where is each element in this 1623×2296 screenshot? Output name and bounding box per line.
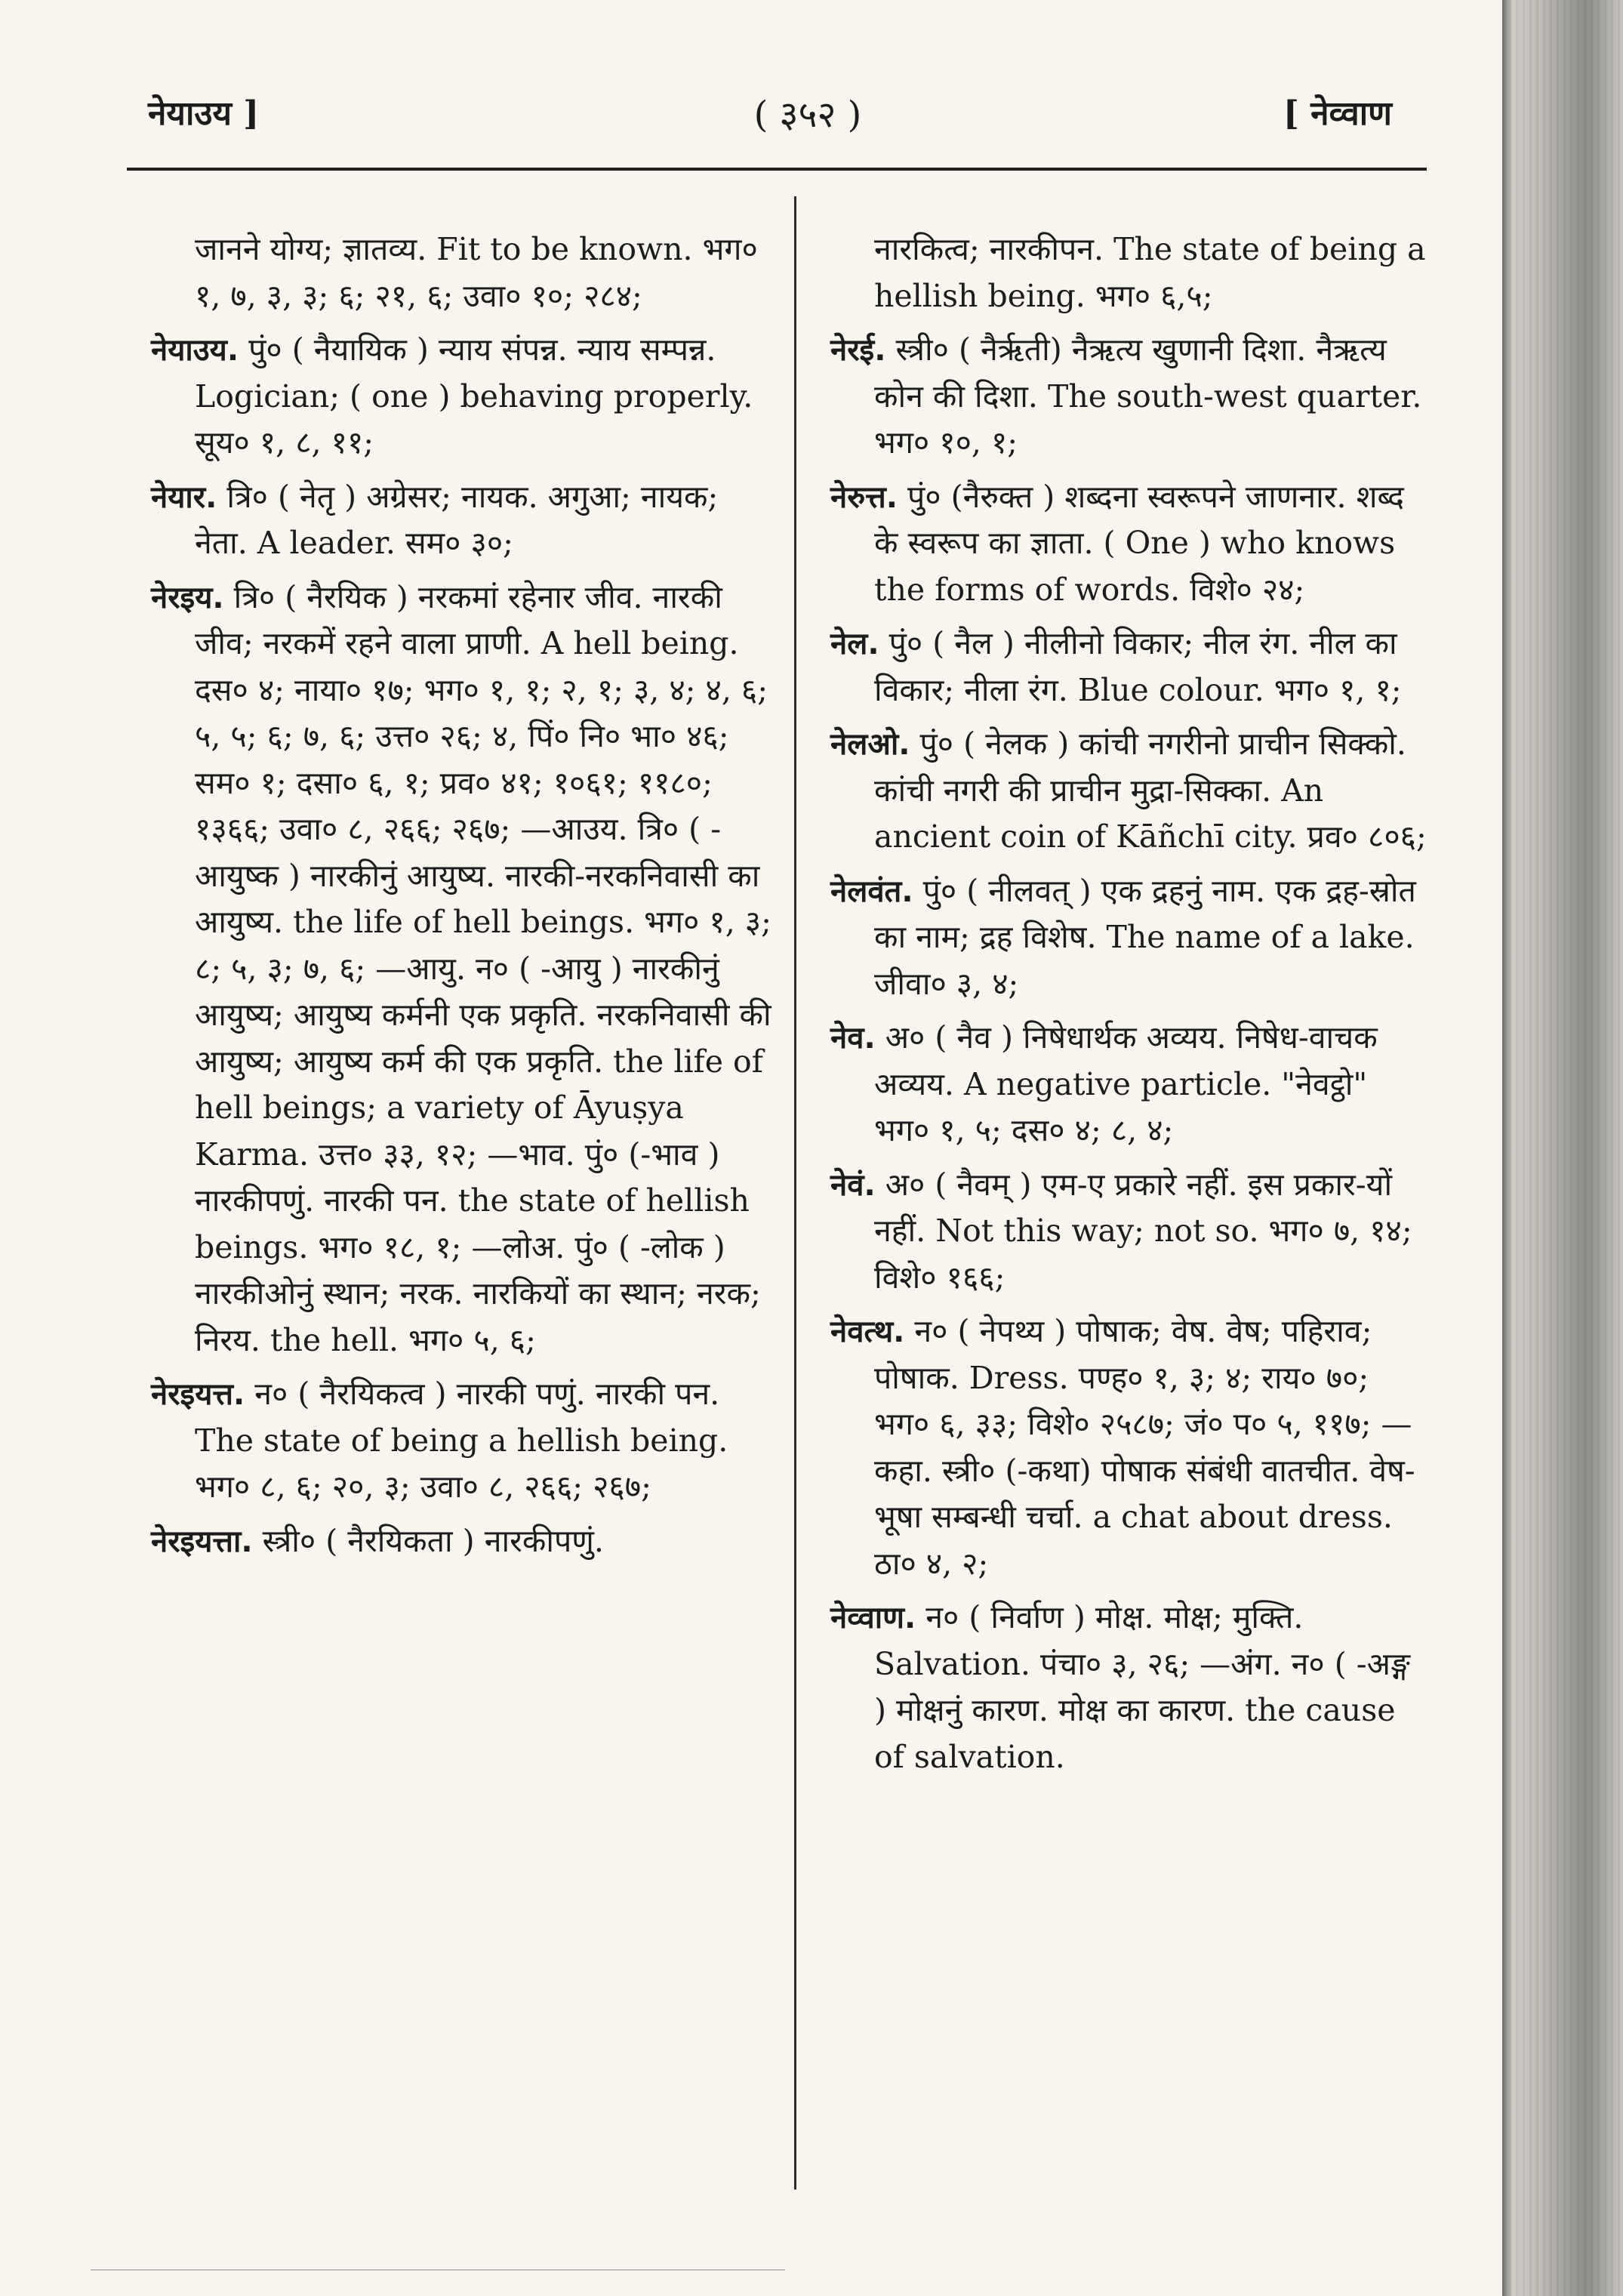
entry-body: पुं० (नैरुक्त ) शब्दना स्वरूपने जाणनार. शब्द के स्वरूप का ज्ञाता. ( One ) who knows the forms of words. विशे० २४;: [874, 478, 1404, 608]
entry-headword: नेरई.: [830, 333, 886, 368]
entry-headword: नेरइयत्त.: [151, 1377, 245, 1412]
entry-headword: नेरुत्त.: [830, 479, 898, 515]
entry-body: न० ( निर्वाण ) मोक्ष. मोक्ष; मुक्ति. Salvation. पंचा० ३, २६; —अंग. न० ( -अङ्ग ) मोक्षनुं कारण. मोक्ष का कारण. the cause of salvation.: [874, 1599, 1410, 1775]
entry-body: अ० ( नैवम् ) एम-ए प्रकारे नहीं. इस प्रकार-यों नहीं. Not this way; not so. भग० ७, १४; विशे० १६६;: [874, 1166, 1412, 1296]
dictionary-entry: [830, 1015, 1427, 1154]
column-divider: [794, 196, 796, 2190]
dictionary-entry: [151, 227, 778, 319]
entry-headword: नेरइय.: [151, 580, 224, 615]
dictionary-entry: [151, 474, 778, 567]
entry-body: पुं० ( नैल ) नीलीनो विकार; नील रंग. नील का विकार; नीला रंग. Blue colour. भग० १, १;: [874, 625, 1402, 708]
entry-headword: नेयार.: [151, 479, 217, 515]
entry-headword: नेव्वाण.: [830, 1601, 916, 1635]
dictionary-entry: [830, 1162, 1427, 1302]
header-rule: [127, 168, 1427, 171]
entry-body: त्रि० ( नैरयिक ) नरकमां रहेनार जीव. नारकी जीव; नरकमें रहने वाला प्राणी. A hell being. दस० ४; नाया० १७; भग० १, १; २, १; ३, ४; ४, ६; ५, ५; ६; ७, ६; उत्त० २६; ४, पिं० नि० भा० ४६; सम० १; दसा० ६, १; प्रव० ४१; १०६१; ११८०; १३६६; उवा० ८, २६६; २६७; —आउय. त्रि० ( -आयुष्क ) नारकीनुं आयुष्य. नारकी-नरकनिवासी का आयुष्य. the life of hell beings. भग० १, ३; ८; ५, ३; ७, ६; —आयु. न० ( -आयु ) नारकीनुं आयुष्य; आयुष्य कर्मनी एक प्रकृति. नरकनिवासी की आयुष्य; आयुष्य कर्म की एक प्रकृति. the life of hell beings; a variety of Āyuṣya Karma. उत्त० ३३, १२; —भाव. पुं० (-भाव ) नारकीपणुं. नारकी पन. the state of hellish beings. भग० १८, १; —लोअ. पुं० ( -लोक ) नारकीओनुं स्थान; नरक. नारकियों का स्थान; नरक; निरय. the hell. भग० ५, ६;: [195, 578, 771, 1358]
entry-body: न० ( नैरयिकत्व ) नारकी पणुं. नारकी पन. The state of being a hellish being. भग० ८, ६; २०, ३; उवा० ८, २६६; २६७;: [195, 1376, 728, 1505]
dictionary-entry: [830, 227, 1427, 319]
dictionary-entry: [151, 327, 778, 467]
dictionary-entry: [830, 327, 1427, 467]
entry-body: न० ( नेपथ्य ) पोषाक; वेष. वेष; पहिराव; पोषाक. Dress. पण्ह० १, ३; ४; राय० ७०; भग० ६, ३३; विशे० २५८७; जं० प० ५, ११७; —कहा. स्त्री० (-कथा) पोषाक संबंधी वातचीत. वेष-भूषा सम्बन्धी चर्चा. a chat about dress. ठा० ४, २;: [874, 1313, 1415, 1582]
entry-headword: नेव.: [830, 1021, 876, 1056]
entry-headword: नेलओ.: [830, 727, 910, 762]
page-edge-shadow: [1502, 0, 1623, 2296]
dictionary-entry: [830, 1595, 1427, 1780]
right-column: [830, 227, 1427, 1788]
entry-body: स्त्री० ( नैर्ऋती) नैऋत्य खुणानी दिशा. नैऋत्य कोन की दिशा. The south-west quarter. भग० १०, १;: [874, 331, 1422, 461]
entry-body: पुं० ( नैयायिक ) न्याय संपन्न. न्याय सम्पन्न. Logician; ( one ) behaving properly. सूय० १, ८, ११;: [195, 331, 753, 461]
entry-headword: नेवं.: [830, 1167, 876, 1203]
entry-headword: नेरइयत्ता.: [151, 1524, 253, 1559]
entry-headword: नेलवंत.: [830, 874, 913, 909]
dictionary-entry: [151, 575, 778, 1364]
left-column: [151, 227, 778, 1572]
page-number: ( ३५२ ): [753, 94, 862, 136]
entry-body: पुं० ( नीलवत् ) एक द्रहनुं नाम. एक द्रह-स्रोत का नाम; द्रह विशेष. The name of a lake. जीवा० ३, ४;: [874, 872, 1416, 1002]
dictionary-entry: [830, 1308, 1427, 1587]
dictionary-entry: [151, 1371, 778, 1511]
entry-headword: नेयाउय.: [151, 333, 239, 368]
dictionary-entry: [830, 621, 1427, 713]
dictionary-entry: [151, 1518, 778, 1565]
entry-body: पुं० ( नेलक ) कांची नगरीनो प्राचीन सिक्को. कांची नगरी की प्राचीन मुद्रा-सिक्का. An ancient coin of Kāñchī city. प्रव० ८०६;: [874, 726, 1427, 855]
entry-body: त्रि० ( नेतृ ) अग्रेसर; नायक. अगुआ; नायक; नेता. A leader. सम० ३०;: [195, 478, 719, 561]
entry-body: अ० ( नैव ) निषेधार्थक अव्यय. निषेध-वाचक अव्यय. A negative particle. "नेवट्ठो" भग० १, ५; दस० ४; ८, ४;: [874, 1019, 1378, 1148]
running-head-right: [ नेव्वाण: [1283, 94, 1392, 133]
entry-headword: नेवत्थ.: [830, 1314, 905, 1349]
dictionary-entry: [830, 721, 1427, 861]
entry-body: नारकित्व; नारकीपन. The state of being a hellish being. भग० ६,५;: [874, 231, 1426, 314]
dictionary-entry: [830, 474, 1427, 614]
dictionary-entry: [830, 868, 1427, 1008]
entry-headword: नेल.: [830, 627, 879, 661]
entry-body: स्त्री० ( नैरयिकता ) नारकीपणुं.: [262, 1522, 604, 1559]
entry-body: जानने योग्य; ज्ञातव्य. Fit to be known. भग० १, ७, ३, ३; ६; २१, ६; उवा० १०; २८४;: [195, 231, 758, 314]
running-head-left: नेयाउय ]: [148, 94, 260, 133]
